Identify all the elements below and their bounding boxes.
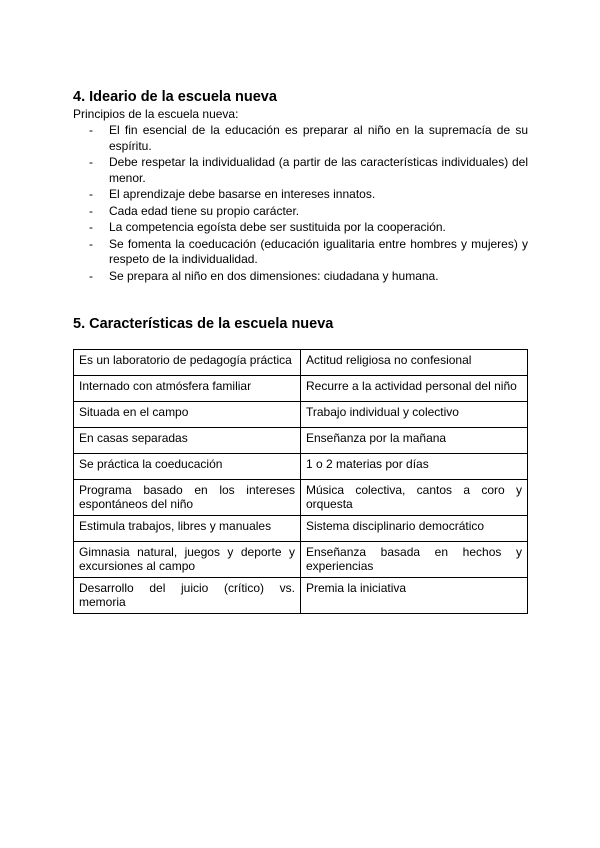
table-cell: Premia la iniciativa xyxy=(301,578,528,614)
table-cell: Situada en el campo xyxy=(74,402,301,428)
table-row xyxy=(74,480,528,516)
table-cell: Recurre a la actividad personal del niño xyxy=(301,376,528,402)
table-row xyxy=(74,454,528,480)
list-item-text: Cada edad tiene su propio carácter. xyxy=(109,203,300,218)
list-item-text: Debe respetar la individualidad (a partir de las características individuales) del menor. xyxy=(109,155,528,185)
principles-list xyxy=(73,123,528,285)
list-item-text: La competencia egoísta debe ser sustituida por la cooperación. xyxy=(109,220,446,234)
table-cell: Estimula trabajos, libres y manuales xyxy=(74,516,301,542)
table-cell: Trabajo individual y colectivo xyxy=(301,402,528,428)
characteristics-table xyxy=(73,349,528,614)
table-row xyxy=(74,578,528,614)
table-row xyxy=(74,350,528,376)
bullet-dash: - xyxy=(89,155,93,169)
table-row xyxy=(74,542,528,578)
list-item-text: El fin esencial de la educación es preparar al niño en la supremacía de su espíritu. xyxy=(109,123,528,153)
table-cell: Desarrollo del juicio (crítico) vs. memoria xyxy=(74,578,301,614)
table-cell: Programa basado en los intereses espontáneos del niño xyxy=(74,480,301,516)
list-item xyxy=(73,123,528,154)
table-cell: En casas separadas xyxy=(74,428,301,454)
list-item xyxy=(73,269,528,285)
table-cell: Música colectiva, cantos a coro y orquesta xyxy=(301,480,528,516)
table-cell: Enseñanza basada en hechos y experiencias xyxy=(301,542,528,578)
table-row xyxy=(74,428,528,454)
table-cell: Internado con atmósfera familiar xyxy=(74,376,301,402)
bullet-dash: - xyxy=(89,236,93,251)
bullet-dash: - xyxy=(89,220,93,234)
list-item-text: Se fomenta la coeducación (educación igualitaria entre hombres y mujeres) y respeto de la individualidad. xyxy=(109,236,528,266)
section-5-heading: 5. Características de la escuela nueva xyxy=(73,316,334,332)
list-item-text: Se prepara al niño en dos dimensiones: ciudadana y humana. xyxy=(109,268,439,283)
table-cell: Enseñanza por la mañana xyxy=(301,428,528,454)
table-cell: Gimnasia natural, juegos y deporte y excursiones al campo xyxy=(74,542,301,578)
table-cell: Es un laboratorio de pedagogía práctica xyxy=(74,350,301,376)
table-cell: Se práctica la coeducación xyxy=(74,454,301,480)
table-cell: Sistema disciplinario democrático xyxy=(301,516,528,542)
section-4-heading: 4. Ideario de la escuela nueva xyxy=(73,89,277,105)
bullet-dash: - xyxy=(89,203,93,218)
table-cell: 1 o 2 materias por días xyxy=(301,454,528,480)
table-row xyxy=(74,376,528,402)
bullet-dash: - xyxy=(89,187,93,201)
list-item xyxy=(73,155,528,186)
section-4-intro: Principios de la escuela nueva: xyxy=(73,107,239,121)
bullet-dash: - xyxy=(89,123,93,137)
list-item xyxy=(73,204,528,220)
list-item xyxy=(73,187,528,203)
table-row xyxy=(74,516,528,542)
table-cell: Actitud religiosa no confesional xyxy=(301,350,528,376)
table-row xyxy=(74,402,528,428)
list-item xyxy=(73,237,528,268)
list-item-text: El aprendizaje debe basarse en intereses innatos. xyxy=(109,187,376,201)
list-item xyxy=(73,220,528,236)
bullet-dash: - xyxy=(89,268,93,283)
